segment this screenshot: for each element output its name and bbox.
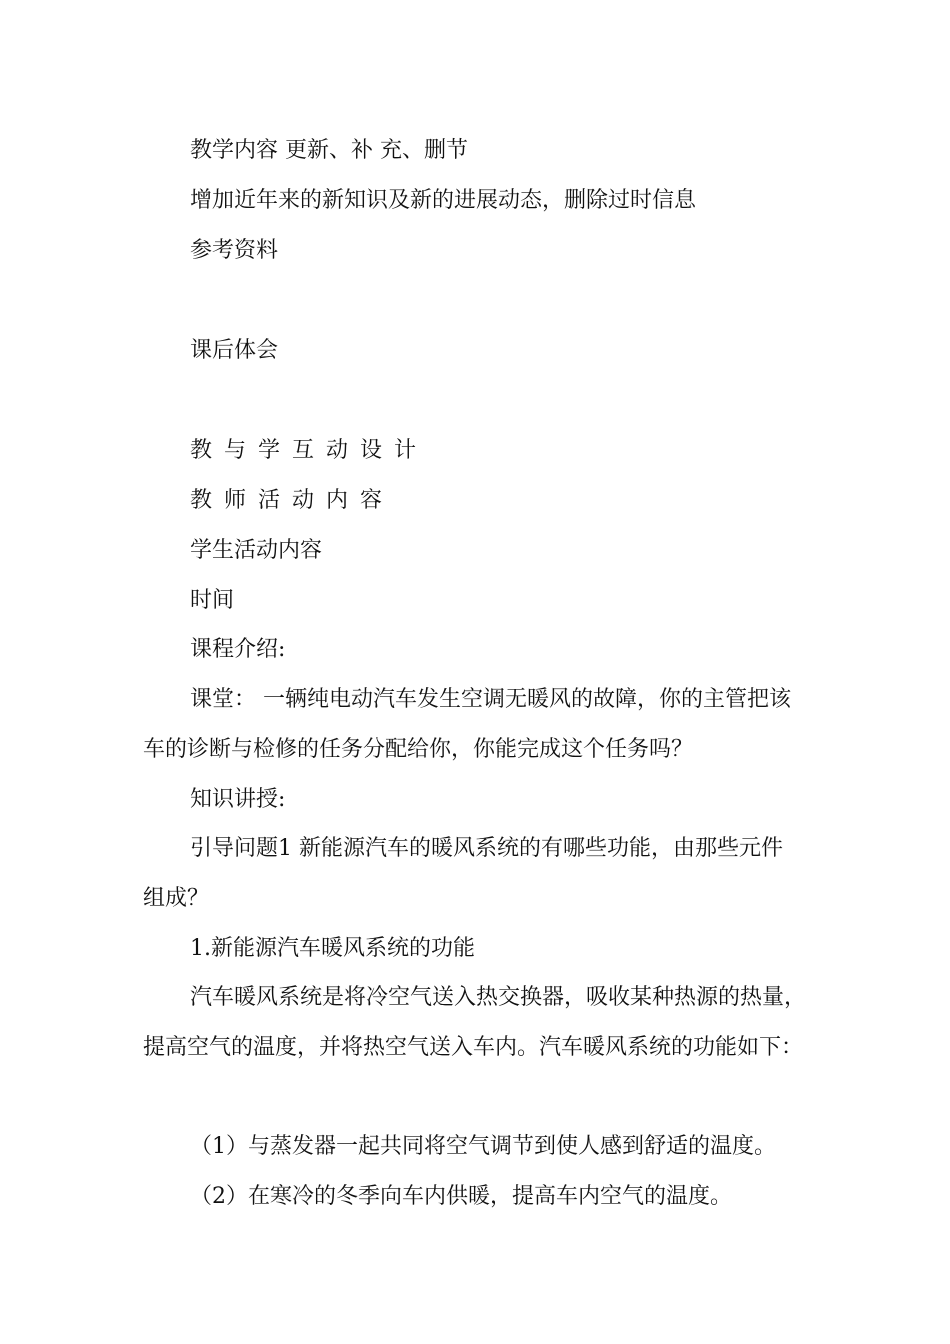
heating-system-paragraph-line-2: 提高空气的温度，并将热空气送入车内。汽车暖风系统的功能如下： bbox=[143, 1035, 804, 1060]
time-heading: 时间 bbox=[190, 588, 235, 613]
section-1-heading: 1.新能源汽车暖风系统的功能 bbox=[190, 936, 475, 961]
function-item-2: （2）在寒冷的冬季向车内供暖，提高车内空气的温度。 bbox=[190, 1184, 732, 1209]
course-intro-heading: 课程介绍: bbox=[190, 637, 286, 662]
teaching-interaction-design-heading: 教与学互动设计 bbox=[190, 438, 429, 463]
references-heading: 参考资料 bbox=[190, 238, 279, 263]
classroom-scenario-line-1: 课堂： 一辆纯电动汽车发生空调无暖风的故障，你的主管把该 bbox=[190, 687, 791, 712]
after-class-reflection-heading: 课后体会 bbox=[190, 338, 279, 363]
heating-system-paragraph-line-1: 汽车暖风系统是将冷空气送入热交换器，吸收某种热源的热量， bbox=[190, 985, 807, 1010]
student-activity-heading: 学生活动内容 bbox=[190, 538, 323, 563]
update-description-text: 增加近年来的新知识及新的进展动态，删除过时信息 bbox=[190, 188, 697, 213]
teacher-activity-heading: 教师活动内容 bbox=[190, 488, 395, 513]
teaching-content-update-heading: 教学内容 更新、补 充、删节 bbox=[190, 138, 468, 163]
classroom-scenario-line-2: 车的诊断与检修的任务分配给你，你能完成这个任务吗？ bbox=[143, 737, 694, 762]
knowledge-lecture-heading: 知识讲授: bbox=[190, 787, 286, 812]
guiding-question-line-1: 引导问题1 新能源汽车的暖风系统的有哪些功能，由那些元件 bbox=[190, 836, 783, 861]
function-item-1: （1）与蒸发器一起共同将空气调节到使人感到舒适的温度。 bbox=[190, 1134, 776, 1159]
guiding-question-line-2: 组成？ bbox=[143, 886, 210, 911]
